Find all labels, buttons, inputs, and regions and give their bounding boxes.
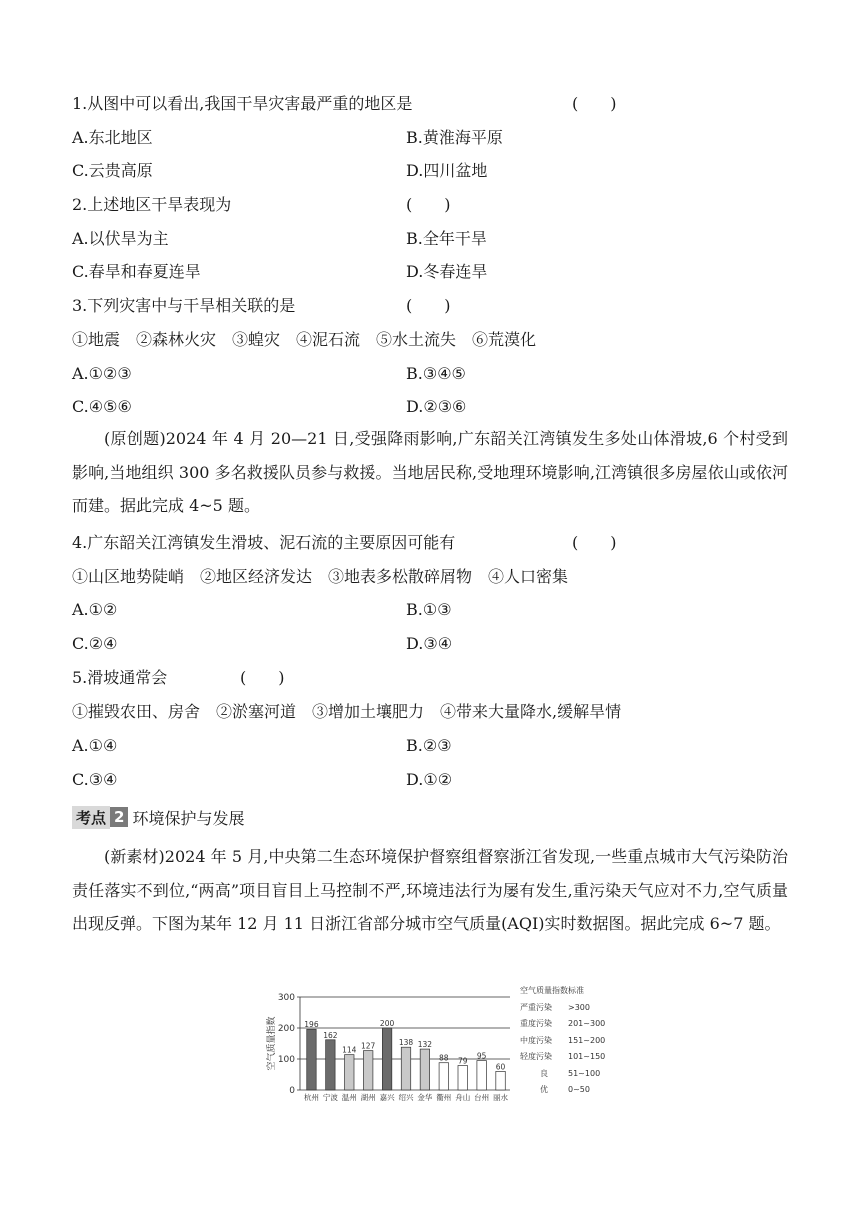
- q3-option-c: C.④⑤⑥: [72, 397, 132, 416]
- section-number: 2: [110, 807, 128, 827]
- legend-range: 51~100: [568, 1068, 601, 1078]
- data-label: 79: [457, 1056, 468, 1066]
- data-label: 132: [417, 1040, 433, 1050]
- legend-range: 201~300: [568, 1019, 606, 1028]
- bar: [345, 1055, 354, 1090]
- q1-option-d: D.四川盆地: [406, 161, 488, 180]
- data-label: 138: [398, 1038, 414, 1048]
- y-tick-label: 0: [289, 1086, 295, 1096]
- data-label: 95: [476, 1051, 487, 1061]
- passage-6-7: (新素材)2024 年 5 月,中央第二生态环境保护督察组督察浙江省发现,一些重点城市大气污染防治责任落实不到位,“两高”项目盲目上马控制不严,环境违法行为屡有发生,重污染天气应对不力,空气质量出现反弹。下图为某年 12 月 11 日浙江省部分城市空气质量(AQI)实时数据图。据此完成 6~7 题。: [72, 847, 788, 933]
- bar: [382, 1028, 391, 1090]
- legend-item: [520, 1082, 605, 1099]
- data-label: 162: [323, 1030, 338, 1040]
- x-tick-label: 台州: [474, 1093, 490, 1102]
- q3-option-a: A.①②③: [72, 364, 132, 383]
- legend-level: 中度污染: [520, 1035, 552, 1045]
- q4-option-b: B.①③: [406, 600, 452, 619]
- legend-range: 101~150: [568, 1052, 606, 1061]
- legend-level: 重度污染: [520, 1019, 552, 1028]
- q5-stem: 5.滑坡通常会: [72, 668, 168, 687]
- q1-option-c: C.云贵高原: [72, 161, 153, 180]
- x-tick-label: 绍兴: [398, 1093, 414, 1102]
- q4-option-a: A.①②: [72, 600, 118, 619]
- q1-stem: 1.从图中可以看出,我国干旱灾害最严重的地区是: [72, 94, 413, 113]
- q3-answer-blank: ( ): [406, 296, 451, 315]
- data-label: 196: [304, 1020, 319, 1030]
- legend-item: [520, 1000, 605, 1017]
- section-header: [72, 805, 244, 829]
- q2-option-c: C.春旱和春夏连旱: [72, 262, 201, 281]
- bar: [477, 1061, 486, 1090]
- q5-option-b: B.②③: [406, 736, 452, 755]
- q3-option-b: B.③④⑤: [406, 364, 466, 383]
- legend-range: 151~200: [568, 1035, 606, 1045]
- x-tick-label: 湖州: [360, 1093, 376, 1102]
- q5-option-a: A.①④: [72, 736, 118, 755]
- legend-range: 0~50: [568, 1085, 590, 1094]
- q5-items: ①摧毁农田、房舍 ②淤塞河道 ③增加土壤肥力 ④带来大量降水,缓解旱情: [72, 702, 622, 721]
- x-tick-label: 金华: [417, 1093, 433, 1102]
- y-axis-label: 空气质量指数: [267, 1016, 277, 1071]
- q2-stem: 2.上述地区干旱表现为: [72, 195, 232, 214]
- x-tick-label: 嘉兴: [379, 1093, 395, 1102]
- q3-option-d: D.②③⑥: [406, 397, 467, 416]
- q4-option-c: C.②④: [72, 634, 118, 653]
- legend-level: 严重污染: [520, 1002, 552, 1012]
- legend-level: 轻度污染: [520, 1052, 552, 1061]
- aqi-legend: [520, 983, 605, 1099]
- q3-stem: 3.下列灾害中与干旱相关联的是: [72, 296, 296, 315]
- y-tick-label: 100: [277, 1055, 295, 1065]
- x-tick-label: 宁波: [322, 1093, 338, 1102]
- data-label: 200: [379, 1019, 395, 1028]
- bar: [401, 1047, 410, 1090]
- x-tick-label: 杭州: [303, 1093, 319, 1102]
- section-title: 环境保护与发展: [132, 808, 245, 828]
- q2-option-a: A.以伏旱为主: [72, 229, 169, 248]
- data-label: 88: [439, 1053, 449, 1063]
- data-label: 60: [495, 1062, 506, 1072]
- bar: [326, 1040, 335, 1090]
- q1-option-a: A.东北地区: [72, 128, 153, 147]
- legend-item: [520, 1049, 605, 1066]
- bar: [420, 1049, 429, 1090]
- bar: [496, 1071, 505, 1090]
- data-label: 127: [361, 1041, 376, 1051]
- aqi-bar-chart: [260, 980, 516, 1104]
- x-tick-label: 温州: [341, 1093, 357, 1102]
- q4-items: ①山区地势陡峭 ②地区经济发达 ③地表多松散碎屑物 ④人口密集: [72, 567, 569, 586]
- bar: [439, 1063, 448, 1090]
- q5-answer-blank: ( ): [240, 668, 285, 687]
- q1-option-b: B.黄淮海平原: [406, 128, 503, 147]
- legend-title: 空气质量指数标准: [520, 986, 584, 995]
- bar: [458, 1066, 467, 1090]
- x-tick-label: 丽水: [493, 1093, 509, 1102]
- q2-answer-blank: ( ): [406, 195, 451, 214]
- q4-answer-blank: ( ): [572, 533, 617, 552]
- legend-level: 优: [540, 1085, 548, 1094]
- q5-option-d: D.①②: [406, 770, 453, 789]
- q4-option-d: D.③④: [406, 634, 453, 653]
- passage-4-5: (原创题)2024 年 4 月 20—21 日,受强降雨影响,广东韶关江湾镇发生多处山体滑坡,6 个村受到影响,当地组织 300 多名救援队员参与救援。当地居民称,受地理环境影响,江湾镇很多房屋依山或依河而建。据此完成 4~5 题。: [72, 429, 788, 515]
- y-tick-label: 300: [277, 993, 295, 1003]
- data-label: 114: [342, 1045, 357, 1055]
- legend-item: [520, 1066, 605, 1083]
- legend-range: >300: [568, 1002, 590, 1012]
- bar: [307, 1029, 316, 1090]
- legend-item: [520, 1033, 605, 1050]
- bar: [363, 1051, 372, 1090]
- q5-option-c: C.③④: [72, 770, 118, 789]
- q2-option-d: D.冬春连旱: [406, 262, 488, 281]
- x-tick-label: 衢州: [436, 1093, 452, 1102]
- section-tag: 考点: [72, 806, 110, 829]
- x-tick-label: 舟山: [455, 1093, 471, 1102]
- legend-level: 良: [540, 1068, 548, 1078]
- legend-item: [520, 1016, 605, 1033]
- q4-stem: 4.广东韶关江湾镇发生滑坡、泥石流的主要原因可能有: [72, 533, 456, 552]
- q1-answer-blank: ( ): [572, 94, 617, 113]
- q3-items: ①地震 ②森林火灾 ③蝗灾 ④泥石流 ⑤水土流失 ⑥荒漠化: [72, 330, 537, 349]
- y-tick-label: 200: [277, 1024, 295, 1034]
- q2-option-b: B.全年干旱: [406, 229, 487, 248]
